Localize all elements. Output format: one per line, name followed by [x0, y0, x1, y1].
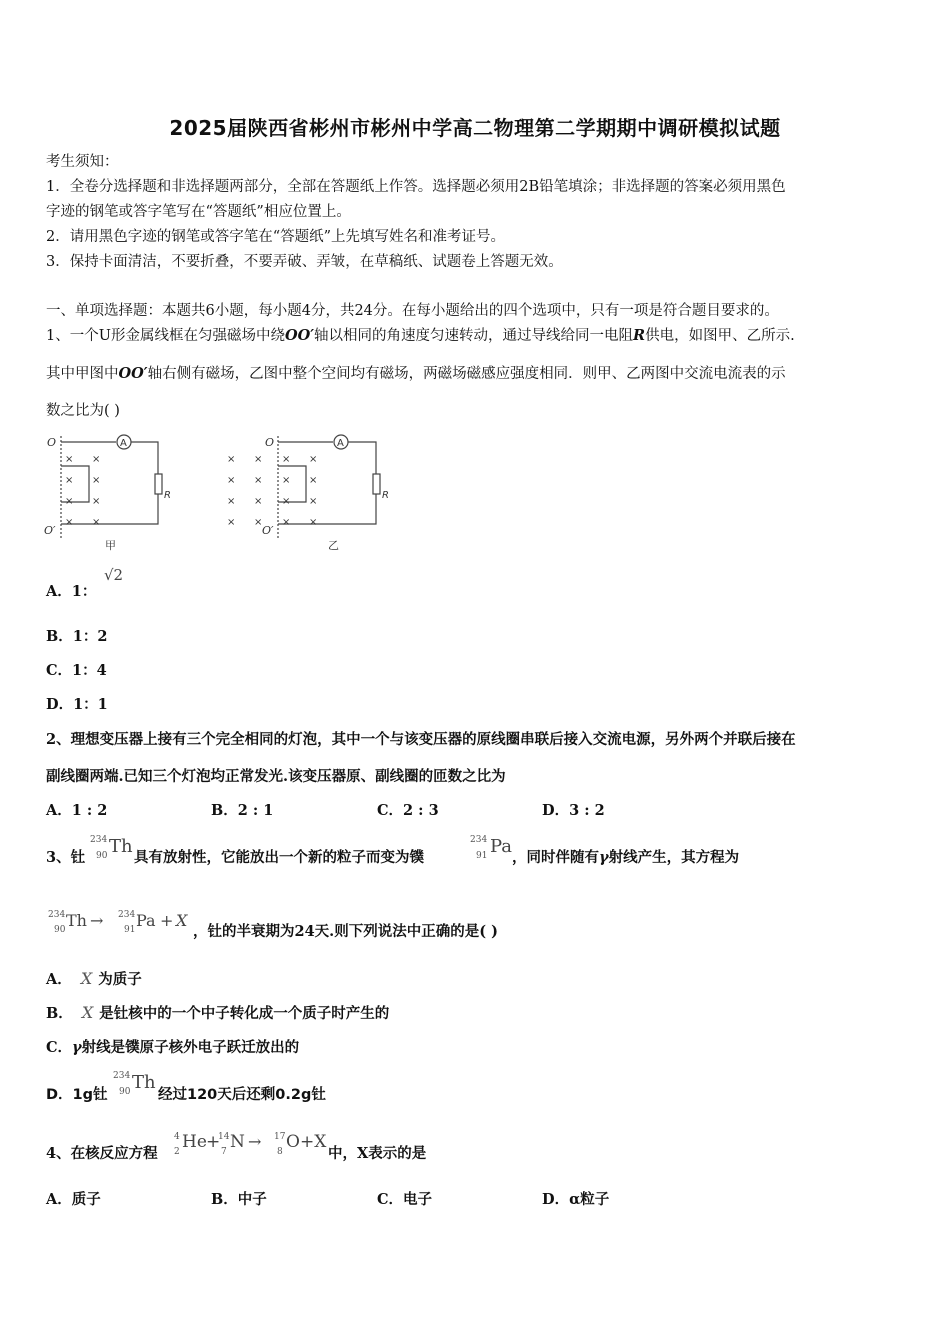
option-text: 射线是镤原子核外电子跃迁放出的 [81, 1039, 300, 1056]
q1-text: 1、一个U形金属线框在匀强磁场中绕 [46, 328, 285, 344]
q2-option-d[interactable] [542, 801, 605, 821]
element-symbol: N [230, 1132, 245, 1152]
q1-line3: 数之比为( ) [46, 403, 120, 419]
resistor-icon [155, 474, 162, 494]
resistor-label: R [382, 490, 389, 501]
element-symbol: Pa [136, 911, 156, 930]
notice-item: 1．全卷分选择题和非选择题两部分，全部在答题纸上作答。选择题必须用2B铅笔填涂；非选择题的答案必须用黑色 [46, 179, 786, 195]
resistor-label: R [633, 327, 646, 344]
q1-text: 轴以相同的角速度匀速转动，通过导线给同一电阻 [314, 328, 634, 344]
option-text: 1g钍 [72, 1087, 108, 1103]
label-O-prime: O′ [262, 524, 274, 537]
figure-label-yi: 乙 [328, 539, 339, 552]
mass-number: 234 [48, 910, 66, 920]
atomic-number: 8 [277, 1147, 283, 1157]
option-text: 为质子 [98, 971, 142, 988]
option-text: 质子 [71, 1191, 101, 1208]
figure-label-jia: 甲 [105, 539, 116, 552]
cross-mark: × [282, 454, 291, 465]
label-O-prime: O′ [44, 524, 56, 537]
cross-mark: × [92, 517, 101, 528]
mass-number: 14 [218, 1132, 230, 1142]
mass-number: 234 [90, 835, 108, 845]
q4-option-c[interactable] [377, 1190, 432, 1210]
option-text: 1：4 [72, 662, 107, 679]
q3-equation [46, 908, 196, 938]
wire [348, 442, 376, 474]
section-heading: 一、单项选择题：本题共6小题，每小题4分，共24分。在每小题给出的四个选项中，只有一项是符合题目要求的。 [46, 303, 779, 319]
q1-option-d[interactable] [46, 695, 108, 715]
cross-mark: × [309, 496, 318, 507]
element-symbol: He [182, 1132, 207, 1152]
mass-number: 234 [118, 910, 136, 920]
q2-line2: 副线圈两端.已知三个灯泡均正常发光.该变压器原、副线圈的匝数之比为 [46, 768, 506, 785]
q4-prefix: 4、在核反应方程 [46, 1145, 158, 1162]
axis-label: OO′ [284, 327, 315, 344]
cross-mark: × [227, 517, 236, 528]
sqrt-two: √2 [104, 566, 124, 584]
option-key: B． [46, 1005, 73, 1022]
q1-option-b[interactable] [46, 627, 107, 647]
notice-item: 2．请用黑色字迹的钢笔或答字笔在“答题纸”上先填写姓名和准考证号。 [46, 229, 506, 245]
q3-option-d[interactable] [46, 1085, 108, 1105]
cross-mark: × [282, 496, 291, 507]
q1-option-c[interactable] [46, 661, 107, 681]
axis-label: OO′ [118, 365, 148, 382]
option-key: C． [377, 802, 404, 819]
q3-option-c[interactable] [46, 1038, 299, 1058]
element-symbol: Th [66, 911, 87, 930]
gamma-symbol: γ [599, 849, 609, 866]
option-key: B． [211, 1191, 238, 1208]
q1-line2 [46, 364, 786, 384]
cross-mark: × [227, 496, 236, 507]
q2-line1: 2、理想变压器上接有三个完全相同的灯泡，其中一个与该变压器的原线圈串联后接入交流电源，另外两个并联后接在 [46, 731, 796, 748]
element-symbol: Th [109, 836, 133, 857]
wire [278, 494, 376, 524]
option-key: A． [46, 583, 72, 600]
q3-text [512, 848, 739, 868]
q3-text: 射线产生，其方程为 [608, 849, 740, 866]
option-key: D． [46, 1087, 73, 1103]
notice-item: 3．保持卡面清洁，不要折叠，不要弄破、弄皱，在草稿纸、试题卷上答题无效。 [46, 254, 563, 270]
q1-line1 [46, 326, 795, 346]
plus-symbol: + [160, 911, 174, 930]
cross-mark: × [254, 475, 263, 486]
cross-mark: × [254, 517, 263, 528]
atomic-number: 91 [476, 851, 488, 861]
cross-mark: × [309, 517, 318, 528]
option-key: A． [46, 1191, 72, 1208]
q4-text: 中，X表示的是 [328, 1145, 427, 1162]
q4-option-a[interactable] [46, 1190, 101, 1210]
option-key: D． [542, 802, 570, 819]
mass-number: 17 [274, 1132, 286, 1142]
option-text: 1：2 [72, 628, 108, 645]
q1-text: 其中甲图中 [46, 366, 119, 382]
option-key: D． [542, 1191, 570, 1208]
x-symbol: X [80, 969, 93, 988]
option-text: 1 : 2 [71, 802, 108, 819]
option-text: 2 : 1 [237, 802, 274, 819]
cross-mark: × [254, 496, 263, 507]
q3-prefix: 3、钍 [46, 849, 86, 866]
q3-text: ，钍的半衰期为24天.则下列说法中正确的是( ) [193, 923, 498, 940]
cross-mark: × [65, 454, 74, 465]
atomic-number: 90 [96, 851, 108, 861]
atomic-number: 91 [124, 925, 136, 935]
cross-mark: × [92, 496, 101, 507]
cross-mark: × [65, 517, 74, 528]
cross-mark: × [92, 475, 101, 486]
mass-number: 234 [113, 1071, 131, 1081]
cross-mark: × [65, 496, 74, 507]
option-key: C． [46, 662, 73, 679]
mass-number: 234 [470, 835, 488, 845]
q4-option-b[interactable] [211, 1190, 267, 1210]
cross-mark: × [65, 475, 74, 486]
label-O: O [47, 436, 57, 449]
option-text: 2 : 3 [403, 802, 439, 819]
option-key: C． [377, 1191, 404, 1208]
q3-option-d-text: 经过120天后还剩0.2g钍 [158, 1087, 326, 1103]
notice-item: 字迹的钢笔或答字笔写在“答题纸”相应位置上。 [46, 204, 351, 220]
x-symbol: X [176, 911, 188, 930]
option-key: A． [46, 971, 72, 988]
wire [61, 494, 158, 524]
atomic-number: 2 [174, 1147, 180, 1157]
q4-equation [172, 1130, 332, 1160]
element-symbol: O [286, 1132, 300, 1152]
q1-figure [40, 430, 400, 555]
atomic-number: 90 [119, 1087, 131, 1097]
page-title: 2025届陕西省彬州市彬州中学高二物理第二学期期中调研模拟试题 [169, 116, 781, 140]
ammeter-label: A [120, 438, 127, 449]
element-symbol: Th [132, 1072, 156, 1093]
q1-text: 轴右侧有磁场，乙图中整个空间均有磁场，两磁场磁感应强度相同．则甲、乙两图中交流电流表的示 [147, 366, 786, 382]
option-text: 电子 [403, 1191, 433, 1208]
arrow-symbol: → [248, 1132, 262, 1151]
cross-mark: × [309, 475, 318, 486]
q2-option-b[interactable] [211, 801, 273, 821]
option-key: D． [46, 696, 74, 713]
cross-mark: × [254, 454, 263, 465]
atomic-number: 90 [54, 925, 66, 935]
gamma-symbol: γ [72, 1039, 82, 1056]
q3-text: 具有放射性，它能放出一个新的粒子而变为镤 [134, 849, 424, 866]
option-text: 1： [71, 583, 97, 600]
q3-text: ，同时伴随有 [512, 849, 599, 866]
cross-mark: × [309, 454, 318, 465]
option-text: 是钍核中的一个中子转化成一个质子时产生的 [99, 1005, 390, 1022]
isotope-th [90, 835, 135, 865]
isotope-th [113, 1071, 158, 1101]
cross-mark: × [92, 454, 101, 465]
q3-option-a[interactable] [46, 969, 142, 990]
x-symbol: +X [300, 1132, 327, 1152]
wire [131, 442, 158, 474]
x-symbol: X [81, 1003, 94, 1022]
cross-mark: × [227, 475, 236, 486]
q3-option-b[interactable] [46, 1003, 389, 1024]
cross-mark: × [282, 517, 291, 528]
atomic-number: 7 [221, 1147, 227, 1157]
element-symbol: Pa [490, 836, 513, 857]
option-text: 3 : 2 [569, 802, 605, 819]
arrow-symbol: → [90, 911, 104, 930]
cross-mark: × [227, 454, 236, 465]
ammeter-label: A [337, 438, 344, 449]
resistor-icon [373, 474, 380, 494]
option-key: B． [211, 802, 238, 819]
q1-text: 供电，如图甲、乙所示. [645, 328, 795, 344]
notice-heading: 考生须知： [46, 154, 119, 170]
option-key: B． [46, 628, 73, 645]
cross-mark: × [282, 475, 291, 486]
isotope-pa [470, 835, 515, 865]
q2-option-a[interactable] [46, 801, 107, 821]
option-text: 1：1 [73, 696, 108, 713]
q4-option-d[interactable] [542, 1190, 609, 1210]
resistor-label: R [164, 490, 171, 501]
mass-number: 4 [174, 1132, 180, 1142]
label-O: O [265, 436, 275, 449]
plus-symbol: + [206, 1132, 221, 1152]
q2-option-c[interactable] [377, 801, 439, 821]
option-text: α粒子 [569, 1191, 610, 1208]
q1-option-a[interactable] [46, 582, 96, 602]
option-key: C． [46, 1039, 73, 1056]
option-text: 中子 [237, 1191, 267, 1208]
option-key: A． [46, 802, 72, 819]
